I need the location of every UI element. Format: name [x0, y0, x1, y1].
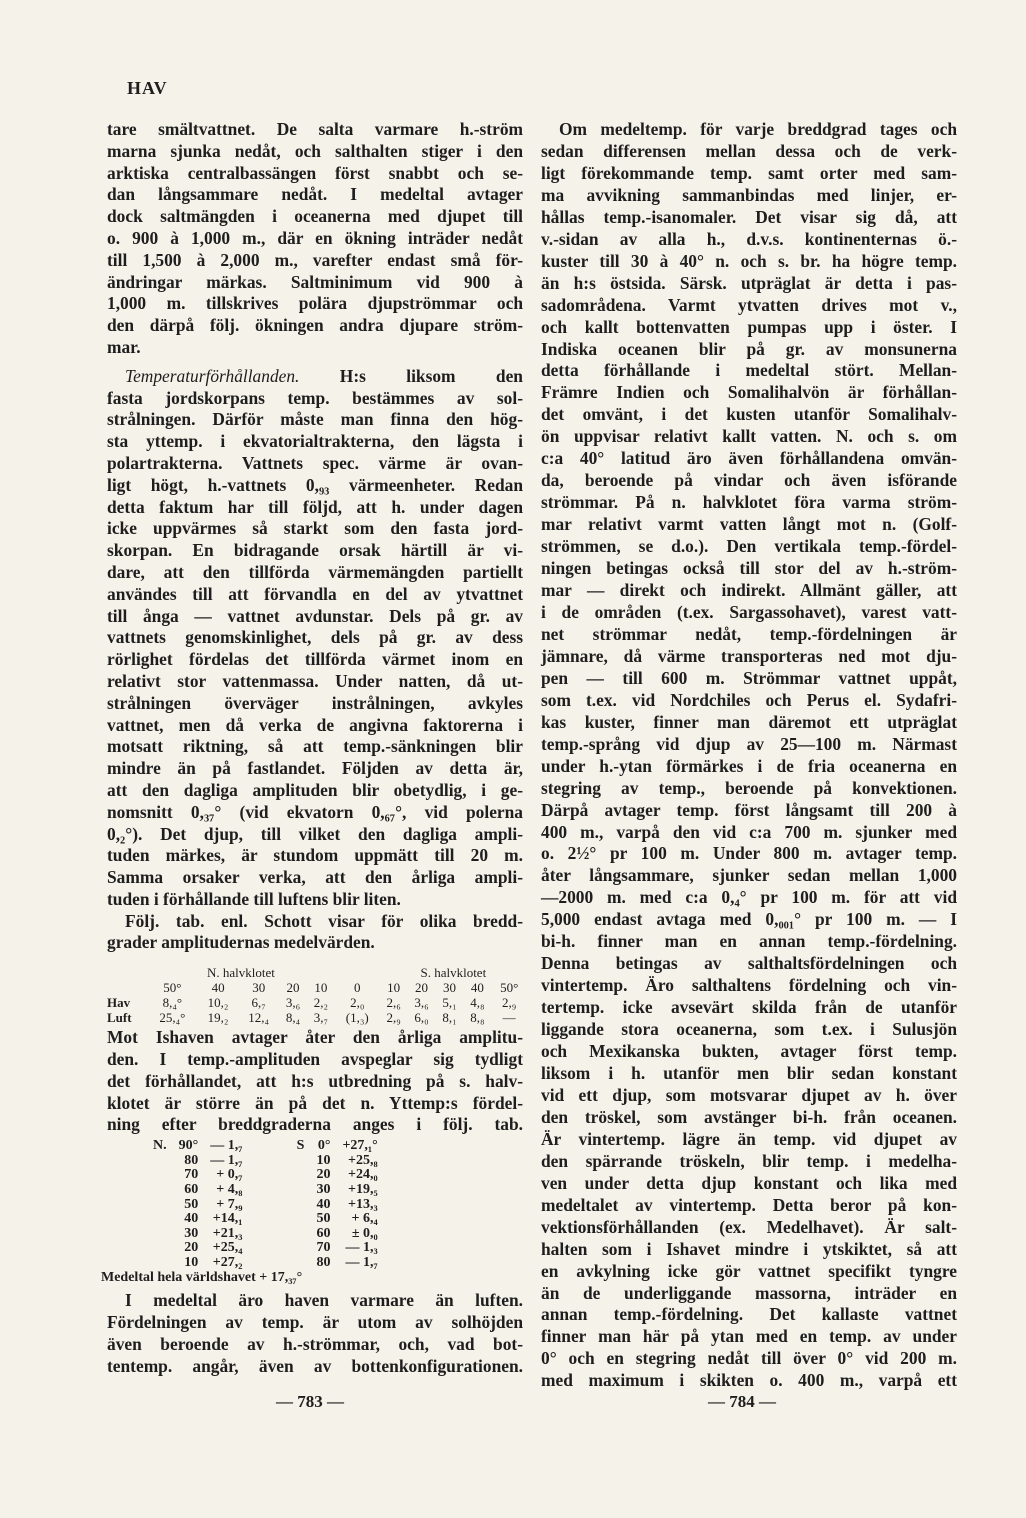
- text-line: Samma orsaker verka, att den årliga ampli-: [107, 867, 523, 888]
- text-line: ändringar märkas. Saltminimum vid 900 à: [107, 271, 523, 292]
- empty-cell: [248, 1256, 310, 1271]
- text-line: vattnet, men då verka de angivna faktorerna i: [107, 714, 523, 735]
- text-line: 0° och en stegring nedåt till över 0° vid 200 m.: [541, 1348, 957, 1369]
- latitude-header: 10: [314, 980, 328, 996]
- surface-temperature-table: [101, 1138, 384, 1285]
- empty-cell: [335, 965, 380, 980]
- empty-cell: [107, 980, 147, 995]
- table-cell: 8,₄: [285, 1010, 301, 1026]
- north-value: +21,₃: [212, 1225, 243, 1241]
- world-ocean-mean: Medeltal hela världshavet + 17,₃₇°: [101, 1269, 303, 1285]
- north-label: N.: [153, 1138, 167, 1154]
- north-latitude: 40: [184, 1211, 199, 1227]
- table-cell: 12,₄: [248, 1010, 270, 1026]
- group-south: S. halvklotet: [420, 965, 487, 981]
- south-latitude: 70: [316, 1240, 331, 1256]
- text-span: H:s liksom den: [339, 365, 523, 386]
- table-row: [147, 1168, 384, 1183]
- north-latitude: 50: [184, 1196, 199, 1212]
- page-number-right: — 784 —: [708, 1392, 776, 1411]
- table-row: [107, 995, 527, 1010]
- paragraph-table-intro: [107, 911, 523, 955]
- latitude-header: 20: [415, 980, 429, 996]
- north-value: + 0,₇: [216, 1167, 243, 1183]
- table-cell: 6,₇: [251, 995, 266, 1011]
- text-line: jämnare, då värme transporteras ned mot dju-: [541, 645, 957, 666]
- table-cell: —: [502, 1010, 516, 1026]
- text-line: pen — till 600 m. Strömmar vattnet uppåt,: [541, 667, 957, 688]
- text-line: åter långsammare, sjunker sedan mellan 1,000: [541, 865, 957, 886]
- text-line: tare smältvattnet. De salta varmare h.-ström: [107, 119, 523, 139]
- north-latitude: 80: [184, 1152, 199, 1168]
- right-column: [541, 119, 957, 1392]
- latitude-header: 50°: [163, 980, 182, 996]
- text-line: Följ. tab. enl. Schott visar för olika bredd-: [125, 910, 523, 931]
- text-line: 5,000 endast avtaga med 0,₀₀₁° pr 100 m. — I: [541, 909, 957, 930]
- table-row: [147, 1198, 384, 1213]
- text-line: grader amplitudernas medelvärden.: [107, 932, 375, 953]
- text-line: den därpå följ. ökningen andra djupare ström-: [107, 315, 523, 336]
- text-line: 0,₂°). Det djup, till vilket den dagliga ampli-: [107, 823, 523, 844]
- latitude-header: 30: [442, 980, 456, 996]
- text-line: halten som i Ishavet mindre i ytskiktet, så att: [541, 1238, 957, 1259]
- text-line: en avkylning icke gör vattnet specifikt tyngre: [541, 1260, 957, 1281]
- text-line: ligt förekommande temp. samt orter med sam-: [541, 162, 957, 183]
- table-cell: 8,₁: [442, 1010, 457, 1026]
- empty-cell: [248, 1241, 310, 1256]
- text-line: sta yttemp. i ekvatorialtrakterna, den lägsta i: [107, 431, 523, 452]
- north-value: +14,₁: [212, 1211, 243, 1227]
- empty-cell: [248, 1183, 310, 1198]
- text-line: till ånga — vattnet avdunstar. Dels på gr. av: [107, 605, 523, 626]
- text-line: relativt stor vattenmassa. Under natten, då ut-: [107, 670, 523, 691]
- text-line: tentemp. angår, även av bottenkonfigurationen.: [107, 1355, 523, 1376]
- text-line: v.-sidan av alla h., d.v.s. kontinenternas ö.-: [541, 228, 957, 249]
- text-line: användes till att förvandla en del av ytvattnet: [107, 583, 523, 604]
- text-line: i de områden (t.ex. Sargassohavet), varest vatt-: [541, 601, 957, 622]
- text-line: [107, 366, 523, 388]
- south-latitude: 10: [316, 1152, 331, 1168]
- text-line: annan temp.-fördelning. Det kallaste vattnet: [541, 1304, 957, 1325]
- text-line: ön uppvisar relativt kallt vatten. N. och s. om: [541, 426, 957, 447]
- south-latitude: 30: [316, 1182, 331, 1198]
- text-line: det omvänt, i det kusten utanför Somalihalv-: [541, 404, 957, 425]
- text-line: o. 900 à 1,000 m., där en ökning inträder nedåt: [107, 227, 523, 248]
- paragraph-temperature: [107, 366, 523, 911]
- running-header: HAV: [127, 78, 168, 98]
- empty-cell: [248, 1227, 310, 1242]
- north-latitude: 30: [184, 1225, 199, 1241]
- text-line: vattnets genomskinlighet, dels på gr. av dess: [107, 627, 523, 648]
- text-line: mindre än på fastlandet. Följden av detta är,: [107, 758, 523, 779]
- text-line: och Mexikanska bukten, avtager först temp.: [541, 1041, 957, 1062]
- text-line: nomsnitt 0,₃₇° (vid ekvatorn 0,₆₇°, vid polerna: [107, 801, 523, 822]
- page-number-left: — 783 —: [276, 1392, 344, 1411]
- left-column: [101, 119, 523, 1377]
- north-latitude: 20: [184, 1240, 199, 1256]
- text-line: dock saltmängden i oceanerna med djupet till: [107, 206, 523, 227]
- text-line: och kallt bottenvatten pumpas upp i öster. I: [541, 316, 957, 337]
- table-cell: 2,₆: [386, 995, 401, 1011]
- text-line: även beroende av h.-strömmar, och, vad bot-: [107, 1333, 523, 1354]
- text-line: under h.-ytan förmärkes i de fria oceanerna en: [541, 755, 957, 776]
- latitude-header: 50°: [500, 980, 519, 996]
- text-line: kuster till 30 à 40° n. och s. br. ha högre temp.: [541, 250, 957, 271]
- latitude-header: 0: [354, 980, 361, 996]
- text-line: Därpå avtager temp. först långsamt till 200 à: [541, 799, 957, 820]
- latitude-header: 30: [252, 980, 266, 996]
- text-line: vid ett djup, som motsvarar djupet av h. över: [541, 1084, 957, 1105]
- text-line: mar relativt varmt vatten långt mot n. (Golf-: [541, 514, 957, 535]
- text-line: o. 2½° pr 100 m. Under 800 m. avtager temp.: [541, 843, 957, 864]
- text-line: stegring av temp., beroende på konvektionen.: [541, 777, 957, 798]
- south-value: ± 0,₀: [351, 1225, 378, 1241]
- table-footer-row: [147, 1271, 384, 1286]
- table-row: [147, 1183, 384, 1198]
- latitude-header: 10: [387, 980, 401, 996]
- text-line: Om medeltemp. för varje breddgrad tages och: [559, 119, 957, 139]
- empty-cell: [248, 1198, 310, 1213]
- text-line: kas kuster, finner man däremot ett utpräglat: [541, 711, 957, 732]
- text-line: strömmen, se d.o.). Den vertikala temp.-fördel-: [541, 536, 957, 557]
- north-value: — 1,₇: [210, 1152, 243, 1168]
- text-line: ning efter breddgraderna anges i följ. tab.: [107, 1114, 523, 1135]
- text-line: Indiska oceanen blir på gr. av monsunerna: [541, 338, 957, 359]
- group-north: N. halvklotet: [206, 965, 275, 981]
- text-line: skorpan. En bidragande orsak härtill är vi-: [107, 540, 523, 561]
- text-line: vektionsförhållanden (ex. Medelhavet). Är salt-: [541, 1216, 957, 1237]
- table-cell: 8,₈: [470, 1010, 485, 1026]
- table-cell: 6,₀: [414, 1010, 429, 1026]
- empty-cell: [147, 1168, 173, 1183]
- text-line: ningen betingas också till stor del av h.-ström-: [541, 558, 957, 579]
- text-line: —2000 m. med c:a 0,₄° pr 100 m. för att vid: [541, 887, 957, 908]
- amplitude-table: [107, 965, 527, 1025]
- latitude-header: 20: [286, 980, 300, 996]
- table-cell: 3,₆: [285, 995, 301, 1011]
- north-latitude: 10: [184, 1255, 199, 1271]
- empty-cell: [248, 1154, 310, 1169]
- text-line: Denna betingas av salthaltsfördelningen och: [541, 953, 957, 974]
- table-cell: 10,₂: [207, 995, 229, 1011]
- text-line: Fördelningen av temp. är utom av solhöjden: [107, 1312, 523, 1332]
- text-line: ma avvikning sammanbindas med linjer, er-: [541, 184, 957, 205]
- table-header-row: [107, 980, 527, 995]
- south-value: +24,₀: [348, 1167, 378, 1183]
- text-line: som t.ex. vid Nordchiles och Perus el. Sydafri-: [541, 689, 957, 710]
- text-line: detta faktum har till följd, att h. under dagen: [107, 496, 523, 517]
- empty-cell: [147, 1198, 173, 1213]
- table-cell: 3,₆: [414, 995, 429, 1011]
- text-line: Är vintertemp. lägre än temp. vid djupet av: [541, 1128, 957, 1149]
- north-value: +25,₄: [212, 1240, 243, 1256]
- empty-cell: [248, 1212, 310, 1227]
- north-value: + 7,₉: [216, 1196, 243, 1212]
- text-line: den tröskel, som avstänger bi-h. från oceanen.: [541, 1106, 957, 1127]
- north-value: +27,₂: [212, 1255, 243, 1271]
- text-line: temp.-språng vid djup av 25—100 m. Närmast: [541, 733, 957, 754]
- table-cell: 25,₄°: [159, 1010, 186, 1026]
- table-cell: 3,₇: [313, 1010, 329, 1026]
- south-latitude: 50: [316, 1211, 331, 1227]
- text-line: hållas temp.-isanomaler. Det visar sig då, att: [541, 206, 957, 227]
- table-row: [147, 1154, 384, 1169]
- south-latitude: 0°: [317, 1138, 331, 1154]
- empty-cell: [147, 1212, 173, 1227]
- south-value: +13,₃: [348, 1196, 378, 1212]
- section-heading: Temperaturförhållanden.: [125, 365, 300, 386]
- north-value: — 1,₇: [210, 1138, 243, 1154]
- paragraph-distribution: [107, 1290, 523, 1377]
- south-value: — 1,₇: [345, 1255, 378, 1271]
- table-cell: 5,₁: [442, 995, 457, 1011]
- south-value: +25,₈: [348, 1152, 378, 1168]
- text-line: än de underliggande massorna, inträder en: [541, 1282, 957, 1303]
- text-line: ligt högt, h.-vattnets 0,₉₃ värmeenheter. Redan: [107, 474, 523, 495]
- south-value: + 6,₄: [351, 1211, 378, 1227]
- paragraph-amplitude: [107, 1027, 523, 1136]
- text-line: sedan differensen mellan dessa och de verk-: [541, 140, 957, 161]
- table-row: [147, 1256, 384, 1271]
- north-latitude: 70: [184, 1167, 199, 1183]
- paragraph-salinity: [107, 119, 523, 359]
- south-value: — 1,₃: [345, 1240, 378, 1256]
- text-line: medeltalet av vintertemp. Detta beror på kon-: [541, 1194, 957, 1215]
- empty-cell: [147, 1154, 173, 1169]
- text-line: med maximum i skikten o. 400 m., varpå ett: [541, 1370, 957, 1391]
- table-group-row: [107, 965, 527, 980]
- text-line: da, beroende på vindar och även isförande: [541, 470, 957, 491]
- text-line: bi-h. finner man en annan temp.-fördelning.: [541, 931, 957, 952]
- empty-cell: [248, 1168, 310, 1183]
- text-line: net strömmar nedåt, temp.-fördelningen är: [541, 623, 957, 644]
- table-row: [147, 1212, 384, 1227]
- table-cell: 8,₄°: [162, 995, 183, 1011]
- text-line: liksom i h. utanför men blir sedan konstant: [541, 1062, 957, 1083]
- text-line: sadområdena. Varmt ytvatten drives mot v.,: [541, 294, 957, 315]
- text-line: polartrakterna. Vattnets spec. värme är ovan-: [107, 452, 523, 473]
- empty-cell: [147, 1256, 173, 1271]
- empty-cell: [147, 1227, 173, 1242]
- text-line: dan långsammare nedåt. I medeltal avtager: [107, 184, 523, 205]
- row-label: Luft: [107, 1010, 132, 1026]
- text-line: c:a 40° latitud äro även förhållandena omvän-: [541, 448, 957, 469]
- text-line: tuden i förhållande till luftens blir liten.: [107, 888, 401, 909]
- paragraph-isanomalies: [541, 119, 957, 1392]
- text-line: strömmar. På n. halvklotet föra varma ström-: [541, 492, 957, 513]
- table-cell: (1,₃): [345, 1010, 369, 1026]
- latitude-header: 40: [211, 980, 225, 996]
- text-line: vintertemp. Äro salthaltens fördelning och vin-: [541, 975, 957, 996]
- north-value: + 4,₈: [216, 1182, 243, 1198]
- text-line: klotet är större än på det n. Yttemp:s fördel-: [107, 1092, 523, 1113]
- text-line: det förhållandet, att h:s utbredning på s. halv-: [107, 1070, 523, 1091]
- text-line: liggande stora oceanerna, som t.ex. i Sulusjön: [541, 1019, 957, 1040]
- table-cell: 2,₂: [313, 995, 329, 1011]
- text-line: finner man här på ytan med en temp. av under: [541, 1326, 957, 1347]
- text-line: marna sjunka nedåt, och salthalten stiger i den: [107, 140, 523, 161]
- text-line: motsatt riktning, så att temp.-sänkningen blir: [107, 736, 523, 757]
- text-line: 1,000 m. tillskrives polära djupströmmar och: [107, 293, 523, 314]
- south-latitude: 80: [316, 1255, 331, 1271]
- table-cell: 2,₉: [386, 1010, 401, 1026]
- south-label: S: [296, 1138, 305, 1154]
- text-line: tertemp. icke avsevärt skilda från de utanför: [541, 997, 957, 1018]
- text-line: fasta jordskorpans temp. bestämmes av sol-: [107, 387, 523, 408]
- text-line: till 1,500 à 2,000 m., varefter endast små för-: [107, 249, 523, 270]
- south-value: +19,₅: [348, 1182, 378, 1198]
- south-value: +27,₁°: [342, 1138, 378, 1154]
- north-latitude: 90°: [178, 1138, 199, 1154]
- table-row: [147, 1227, 384, 1242]
- text-line: tuden märkes, är stundom uppmätt till 20 m.: [107, 845, 523, 866]
- south-latitude: 20: [316, 1167, 331, 1183]
- table-cell: 2,₉: [502, 995, 517, 1011]
- table-row: [107, 1010, 527, 1025]
- south-latitude: 40: [316, 1196, 331, 1212]
- paragraph-body: [107, 388, 523, 911]
- text-line: den. I temp.-amplituden avspeglar sig tydligt: [107, 1049, 523, 1070]
- text-line: detta förhållande i medeltal stört. Mellan-: [541, 360, 957, 381]
- table-cell: 19,₂: [207, 1010, 229, 1026]
- south-latitude: 60: [316, 1225, 331, 1241]
- text-line: rörlighet fördelas det tillförda värmet inom en: [107, 649, 523, 670]
- text-line: Mot Ishaven avtager åter den årliga amplitu-: [107, 1027, 523, 1048]
- text-line: ven under detta djup konstant och lika med: [541, 1172, 957, 1193]
- text-line: arktiska centralbassängen först snabbt och se-: [107, 162, 523, 183]
- empty-cell: [147, 1241, 173, 1256]
- text-line: Främre Indien och Somalihalvön är förhållan-: [541, 382, 957, 403]
- north-latitude: 60: [184, 1182, 199, 1198]
- text-line: den spärrande tröskeln, blir temp. i medelha-: [541, 1150, 957, 1171]
- text-line: strålningen överväger instrålningen, avkyles: [107, 692, 523, 713]
- text-line: mar — direkt och indirekt. Allmänt gäller, att: [541, 580, 957, 601]
- table-row: [147, 1241, 384, 1256]
- latitude-header: 40: [470, 980, 484, 996]
- row-label: Hav: [107, 995, 131, 1011]
- table-cell: 2,₀: [350, 995, 365, 1011]
- text-line: I medeltal äro haven varmare än luften.: [125, 1290, 523, 1311]
- text-line: strålningen. Därför måste man finna den hög-: [107, 409, 523, 430]
- text-line: mar.: [107, 336, 141, 357]
- text-line: att den dagliga amplituden blir obetydlig, i ge-: [107, 779, 523, 800]
- text-line: 400 m., varpå den vid c:a 700 m. sjunker med: [541, 821, 957, 842]
- empty-cell: [147, 1183, 173, 1198]
- text-line: dare, att den tillförda värmemängden partiellt: [107, 561, 523, 582]
- table-cell: 4,₈: [470, 995, 485, 1011]
- table-row: [147, 1139, 384, 1154]
- text-line: än h:s östsida. Särsk. utpräglat är detta i pas-: [541, 272, 957, 293]
- empty-cell: [107, 965, 147, 980]
- text-line: icke uppvärmes så starkt som den fasta jord-: [107, 518, 523, 539]
